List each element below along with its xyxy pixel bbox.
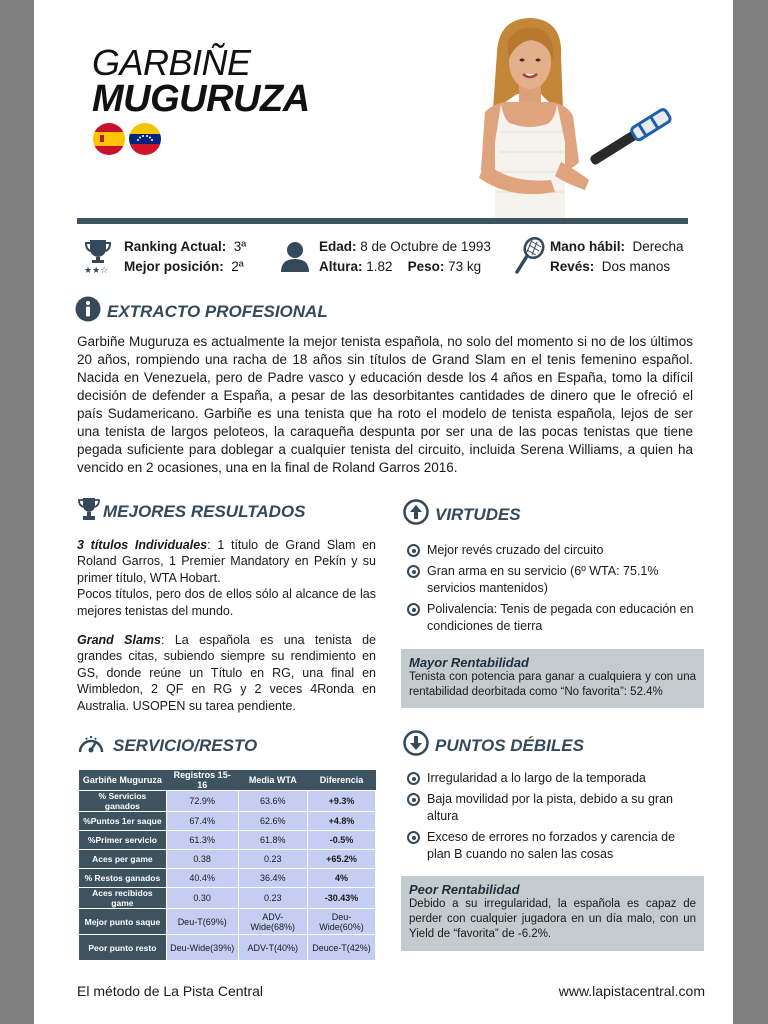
best-label: Mejor posición: xyxy=(124,259,224,274)
cell-diferencia: +4.8% xyxy=(307,812,375,831)
mayor-rentabilidad-box xyxy=(401,649,704,708)
column-header: Garbiñe Muguruza xyxy=(79,770,167,791)
resultados-p2: Pocos títulos, pero dos de ellos sólo al alcance de las mejores tenistas del mundo. xyxy=(77,587,376,618)
servicio-title: SERVICIO/RESTO xyxy=(113,736,258,755)
cell-registros: Deu-T(69%) xyxy=(166,909,238,935)
resultados-p3: Grand Slams: La española es una tenista de grandes citas, subiendo siempre su rendimiento en GS, donde reúne un Título en RG, una final en Wimbledon, 2 QF en RG y 2 veces 4Ronda en Australia. USOPEN su tarea pendiente. xyxy=(77,633,376,713)
cell-media-wta: ADV-T(40%) xyxy=(238,935,307,961)
info-icon xyxy=(75,296,101,327)
cell-diferencia: 4% xyxy=(307,869,375,888)
resultados-title: MEJORES RESULTADOS xyxy=(103,502,306,521)
column-header: Media WTA xyxy=(238,770,307,791)
row-label: % Servicios ganados xyxy=(79,791,167,812)
svg-text:★★☆: ★★☆ xyxy=(84,266,109,274)
spain-flag-icon xyxy=(93,123,125,155)
list-item: Baja movilidad por la pista, debido a su gran altura xyxy=(405,791,699,825)
row-label: % Restos ganados xyxy=(79,869,167,888)
row-label: Aces recibidos game xyxy=(79,888,167,909)
table-row xyxy=(79,869,376,888)
hand-value: Derecha xyxy=(632,239,684,254)
age-value: 8 de Octubre de 1993 xyxy=(360,239,491,254)
table-row xyxy=(79,935,376,961)
cell-registros: 0.38 xyxy=(166,850,238,869)
row-label: Peor punto resto xyxy=(79,935,167,961)
bullet-icon xyxy=(407,603,420,616)
peor-rentabilidad-box xyxy=(401,876,704,951)
debiles-list xyxy=(405,770,699,867)
table-row xyxy=(79,850,376,869)
resultados-p1: 3 títulos Individuales: 1 título de Grand Slam en Roland Garros, 1 Premier Mandatory en Pekín y su primer título, WTA Hobart. xyxy=(77,538,376,585)
cell-media-wta: 0.23 xyxy=(238,850,307,869)
cell-registros: 0.30 xyxy=(166,888,238,909)
peor-rentabilidad-title: Peor Rentabilidad xyxy=(409,882,520,897)
stats-table xyxy=(78,770,376,961)
resultados-text xyxy=(77,537,376,714)
cell-registros: 40.4% xyxy=(166,869,238,888)
weight-label: Peso: xyxy=(407,259,445,274)
cell-registros: 67.4% xyxy=(166,812,238,831)
ranking-block xyxy=(124,237,246,277)
table-row xyxy=(79,812,376,831)
row-label: %Puntos 1er saque xyxy=(79,812,167,831)
profile-page xyxy=(34,0,733,1024)
cell-media-wta: 63.6% xyxy=(238,791,307,812)
table-row xyxy=(79,831,376,850)
row-label: Mejor punto saque xyxy=(79,909,167,935)
list-item: Polivalencia: Tenis de pegada con educación en condiciones de tierra xyxy=(405,601,699,635)
virtudes-list xyxy=(405,542,699,639)
list-item: Irregularidad a lo largo de la temporada xyxy=(405,770,699,787)
bullet-icon xyxy=(407,831,420,844)
ranking-label: Ranking Actual: xyxy=(124,239,227,254)
height-value: 1.82 xyxy=(366,259,393,274)
bullet-icon xyxy=(407,793,420,806)
row-label: Aces per game xyxy=(79,850,167,869)
table-row xyxy=(79,791,376,812)
cell-media-wta: 62.6% xyxy=(238,812,307,831)
peor-rentabilidad-text: Debido a su irregularidad, la española es capaz de perder con cualquier jugadora en un día malo, con un Yield de “favorita” de -6.2%. xyxy=(409,898,696,940)
bullet-icon xyxy=(407,772,420,785)
cell-media-wta: 36.4% xyxy=(238,869,307,888)
header-divider xyxy=(77,218,688,224)
first-name: GARBIÑE xyxy=(92,42,251,83)
backhand-value: Dos manos xyxy=(601,259,671,274)
table-header-row xyxy=(79,770,376,791)
best-value: 2ª xyxy=(231,259,244,274)
mayor-rentabilidad-title: Mayor Rentabilidad xyxy=(409,655,529,670)
column-header: Registros 15-16 xyxy=(166,770,238,791)
backhand-label: Revés: xyxy=(550,259,595,274)
person-icon xyxy=(279,240,311,277)
cell-registros: Deu-Wide(39%) xyxy=(166,935,238,961)
cell-diferencia: -0.5% xyxy=(307,831,375,850)
speedometer-icon xyxy=(77,731,105,760)
footer-website: www.lapistacentral.com xyxy=(558,983,705,999)
height-label: Altura: xyxy=(319,259,363,274)
cell-media-wta: ADV-Wide(68%) xyxy=(238,909,307,935)
arrow-up-circle-icon xyxy=(403,499,429,530)
trophy-icon xyxy=(78,497,100,526)
column-header: Diferencia xyxy=(307,770,375,791)
bullet-icon xyxy=(407,565,420,578)
cell-registros: 61.3% xyxy=(166,831,238,850)
row-label: %Primer servicio xyxy=(79,831,167,850)
ranking-value: 3ª xyxy=(233,239,247,254)
player-photo xyxy=(439,12,679,224)
list-item: Exceso de errores no forzados y carencia de plan B cuando no salen las cosas xyxy=(405,829,699,863)
personal-block xyxy=(319,237,491,277)
cell-registros: 72.9% xyxy=(166,791,238,812)
arrow-down-circle-icon xyxy=(403,730,429,761)
bullet-icon xyxy=(407,544,420,557)
racket-icon xyxy=(514,237,546,280)
extracto-text: Garbiñe Muguruza es actualmente la mejor tenista española, no solo del momento si no de los últimos 20 años, rompiendo una racha de 18 años sin títulos de Grand Slam en el tenis femenino español. Nacida en Venezuela, pero de Padre vasco y educación desde los 4 años en España, tomo la difícil decisión de defender a España, a pesar de las desorbitantes cantidades de dinero que le ofreció el país Sudamericano. Garbiñe es una tenista que ha roto el modelo de tenista española, lejos de ser una tenista de largos peloteos, la caraqueña despunta por ser una de las pocas tenistas que tiene pegada suficiente para doblegar a cualquier tenista del circuito, incluida Serena Williams, a quien ha vencido en 2 ocasiones, una en la final de Roland Garros 2016. xyxy=(77,334,693,475)
table-row xyxy=(79,888,376,909)
trophy-stars-icon xyxy=(83,238,113,279)
cell-media-wta: 61.8% xyxy=(238,831,307,850)
play-style-block xyxy=(550,237,684,277)
cell-diferencia: -30.43% xyxy=(307,888,375,909)
age-label: Edad: xyxy=(319,239,357,254)
mayor-rentabilidad-text: Tenista con potencia para ganar a cualquiera y con una rentabilidad deorbitada como “No favorita”: 52.4% xyxy=(409,671,696,698)
weight-value: 73 kg xyxy=(448,259,482,274)
footer-left: El método de La Pista Central xyxy=(77,983,263,999)
last-name: MUGURUZA xyxy=(92,78,310,120)
cell-diferencia: +9.3% xyxy=(307,791,375,812)
list-item: Mejor revés cruzado del circuito xyxy=(405,542,699,559)
list-item: Gran arma en su servicio (6º WTA: 75.1% servicios mantenidos) xyxy=(405,563,699,597)
cell-diferencia: Deu-Wide(60%) xyxy=(307,909,375,935)
venezuela-flag-icon xyxy=(129,123,161,155)
extracto-title: EXTRACTO PROFESIONAL xyxy=(107,302,328,321)
cell-diferencia: Deuce-T(42%) xyxy=(307,935,375,961)
cell-diferencia: +65.2% xyxy=(307,850,375,869)
debiles-title: PUNTOS DÉBILES xyxy=(435,736,584,755)
table-row xyxy=(79,909,376,935)
hand-label: Mano hábil: xyxy=(550,239,625,254)
virtudes-title: VIRTUDES xyxy=(435,505,521,524)
cell-media-wta: 0.23 xyxy=(238,888,307,909)
